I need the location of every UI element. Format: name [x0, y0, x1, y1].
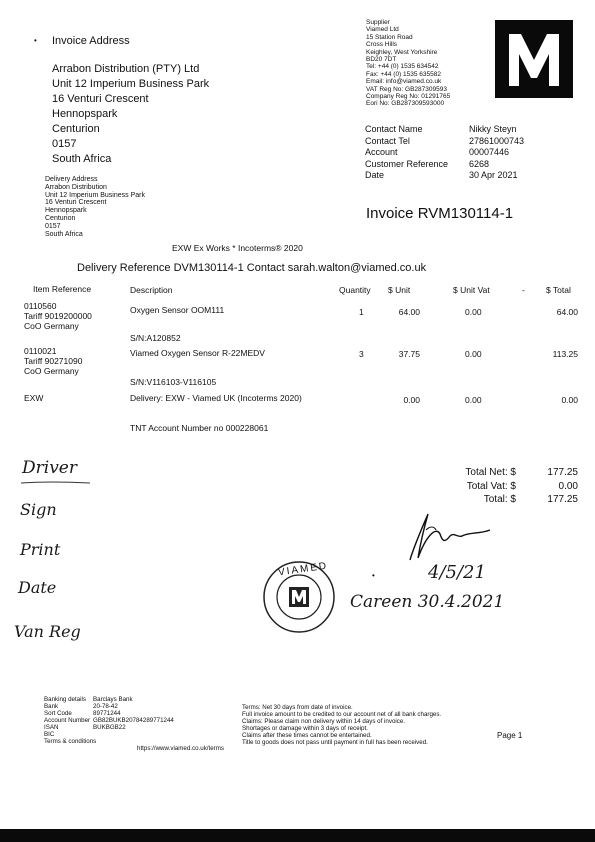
- scan-bottom-edge: [0, 829, 595, 842]
- header-quantity: Quantity: [339, 285, 371, 295]
- supplier-line: Fax: +44 (0) 1535 635582: [366, 70, 441, 78]
- supplier-line: VAT Reg No: GB287309593: [366, 85, 447, 93]
- contact-value: Nikky Steyn: [469, 124, 517, 134]
- item-coo: CoO Germany: [24, 321, 79, 331]
- delivery-address-line: Unit 12 Imperium Business Park: [45, 191, 145, 199]
- supplier-line: Keighley, West Yorkshire: [366, 48, 438, 56]
- banking-label: Account Number: [44, 717, 91, 724]
- supplier-line: Supplier: [366, 19, 390, 26]
- handwritten-date: Date: [18, 578, 57, 597]
- invoice-title: Invoice RVM130114-1: [366, 205, 514, 222]
- total-vat-label: Total Vat: $: [466, 480, 516, 492]
- terms-line: Full invoice amount to be credited to our account net of all bank charges.: [242, 711, 442, 718]
- delivery-address: [45, 176, 145, 238]
- banking-labels: [44, 696, 96, 745]
- bullet-mark: •: [34, 36, 37, 45]
- terms-url[interactable]: https://www.viamed.co.uk/terms: [137, 745, 224, 752]
- supplier-line: Company Reg No: 01291765: [366, 93, 451, 101]
- item-unit: 0.00: [403, 395, 420, 405]
- item-description: Oxygen Sensor OOM111: [130, 305, 225, 315]
- header-unit-vat: $ Unit Vat: [453, 285, 490, 295]
- logo-m-icon: [495, 20, 573, 98]
- item-serial: S/N:A120852: [130, 333, 181, 343]
- item-unit: 37.75: [398, 349, 420, 359]
- handwritten-note: Careen 30.4.2021: [350, 592, 505, 612]
- item-tariff: Tariff 9019200000: [24, 311, 92, 321]
- item-quantity: 1: [359, 307, 364, 317]
- signature: [404, 506, 494, 564]
- banking-value: Barclays Bank: [93, 696, 133, 703]
- banking-label: Banking details: [44, 696, 86, 703]
- item-vat: 0.00: [465, 349, 482, 359]
- item-description: Delivery: EXW - Viamed UK (Incoterms 2020): [130, 393, 302, 403]
- total-value: 177.25: [547, 494, 578, 505]
- banking-value: GB82BUKB20784289771244: [93, 717, 174, 724]
- contact-labels: [365, 124, 448, 182]
- terms-line: Claims: Please claim non delivery within 14 days of invoice.: [242, 718, 406, 725]
- header-unit: $ Unit: [388, 285, 411, 295]
- terms-block: [242, 704, 441, 746]
- banking-label: Bank: [44, 703, 59, 710]
- invoice-address-line: Unit 12 Imperium Business Park: [52, 78, 210, 90]
- terms-line: Claims after these times cannot be entertained.: [242, 732, 372, 739]
- terms-line: Shortages or damage within 3 days of receipt.: [242, 725, 368, 732]
- handwritten-signed-date: 4/5/21: [428, 562, 486, 583]
- supplier-block: [366, 19, 450, 108]
- contact-value: 6268: [469, 158, 490, 169]
- total-label: Total: $: [483, 494, 516, 505]
- contact-label: Contact Tel: [365, 135, 410, 146]
- delivery-address-line: Hennopspark: [45, 207, 87, 215]
- delivery-address-line: South Africa: [45, 230, 83, 238]
- header-dash: -: [522, 285, 525, 295]
- invoice-address-line: 16 Venturi Crescent: [52, 93, 149, 105]
- header-total: $ Total: [546, 285, 571, 295]
- banking-value: 89771244: [93, 710, 121, 717]
- tnt-account: TNT Account Number no 000228061: [130, 423, 269, 433]
- supplier-line: Email: info@viamed.co.uk: [366, 78, 442, 86]
- invoice-address-line: South Africa: [52, 153, 112, 165]
- totals-values: [526, 466, 578, 507]
- header-description: Description: [130, 285, 173, 295]
- invoice-address-line: Hennopspark: [52, 108, 118, 120]
- item-unit: 64.00: [398, 307, 420, 317]
- handwritten-print: Print: [20, 540, 61, 559]
- banking-label: BIC: [44, 731, 55, 738]
- terms-line: Terms: Net 30 days from date of invoice.: [242, 704, 353, 711]
- supplier-line: Tel: +44 (0) 1535 634542: [366, 63, 439, 71]
- stamp-text: VIAMED: [277, 560, 329, 579]
- banking-values: [93, 696, 174, 731]
- item-total: 0.00: [561, 395, 578, 405]
- header-item-reference: Item Reference: [33, 284, 92, 294]
- item-quantity: 3: [359, 349, 364, 359]
- delivery-address-line: Centurion: [45, 214, 76, 222]
- contact-values: [469, 124, 524, 182]
- invoice-address-line: Centurion: [52, 123, 100, 135]
- terms-line: Title to goods does not pass until payment in full has been received.: [242, 739, 428, 746]
- banking-value: BUKBGB22: [93, 724, 126, 731]
- total-vat-value: 0.00: [558, 480, 578, 492]
- delivery-address-line: 16 Venturi Crescent: [45, 199, 107, 207]
- item-total: 113.25: [552, 349, 578, 359]
- invoice-address-line: Arrabon Distribution (PTY) Ltd: [52, 63, 200, 75]
- contact-label: Account: [365, 147, 398, 157]
- invoice-address-label: Invoice Address: [52, 35, 130, 47]
- item-serial: S/N:V116103-V116105: [130, 377, 217, 387]
- item-tariff: Tariff 90271090: [24, 356, 83, 366]
- invoice-address: [52, 62, 209, 167]
- banking-label: Terms & conditions: [44, 738, 97, 745]
- contact-value: 30 Apr 2021: [469, 170, 518, 180]
- supplier-line: Viamed Ltd: [366, 26, 399, 34]
- table-row-ref: [24, 346, 82, 376]
- supplier-line: Eori No: GB287309593000: [366, 100, 445, 108]
- item-description: Viamed Oxygen Sensor R-22MEDV: [130, 348, 265, 358]
- item-ref: 0110560: [24, 301, 57, 311]
- totals-labels: [430, 466, 516, 507]
- contact-value: 00007446: [469, 147, 510, 157]
- banking-value: 20-78-42: [93, 703, 118, 710]
- delivery-address-line: 0157: [45, 222, 61, 230]
- viamed-logo: [495, 20, 573, 98]
- item-ref: EXW: [24, 393, 44, 403]
- item-total: 64.00: [556, 307, 578, 317]
- supplier-line: Cross Hills: [366, 41, 398, 49]
- item-vat: 0.00: [465, 307, 482, 317]
- dot-mark: •: [372, 571, 375, 580]
- item-ref: 0110021: [24, 346, 57, 356]
- exw-line: EXW Ex Works * Incoterms® 2020: [172, 243, 303, 253]
- contact-label: Date: [365, 170, 385, 180]
- contact-label: Customer Reference: [365, 158, 449, 169]
- delivery-reference: Delivery Reference DVM130114-1 Contact sarah.walton@viamed.co.uk: [77, 262, 427, 274]
- contact-label: Contact Name: [365, 124, 423, 134]
- handwritten-van-reg: Van Reg: [14, 622, 81, 641]
- viamed-stamp: [262, 560, 336, 634]
- banking-label: ISAN: [44, 724, 59, 731]
- handwritten-driver: Driver: [22, 458, 77, 478]
- delivery-address-line: Delivery Address: [45, 176, 98, 183]
- page-number: Page 1: [497, 731, 523, 740]
- contact-value: 27861000743: [469, 135, 525, 146]
- item-vat: 0.00: [465, 395, 482, 405]
- driver-underline: [20, 480, 92, 486]
- total-net-label: Total Net: $: [465, 467, 516, 478]
- invoice-address-line: 0157: [52, 138, 77, 150]
- supplier-line: 15 Station Road: [366, 33, 413, 41]
- delivery-address-line: Arrabon Distribution: [45, 183, 107, 191]
- banking-label: Sort Code: [44, 710, 72, 717]
- item-coo: CoO Germany: [24, 366, 79, 376]
- supplier-line: BD20 7DT: [366, 56, 397, 64]
- total-net-value: 177.25: [547, 467, 578, 478]
- handwritten-sign: Sign: [20, 500, 57, 519]
- table-row-ref: [24, 301, 92, 331]
